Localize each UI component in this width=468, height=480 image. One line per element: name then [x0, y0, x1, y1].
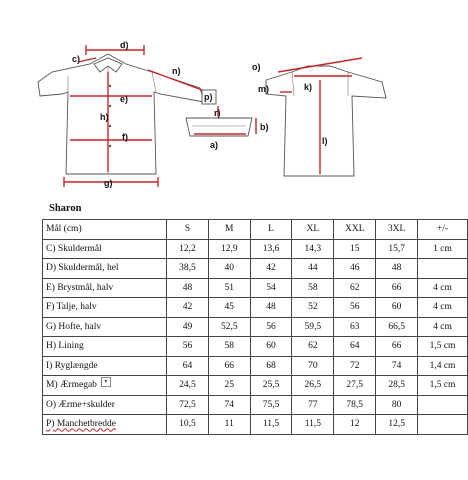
shirt-diagram-svg [30, 36, 450, 196]
column-header: 3XL [376, 220, 418, 240]
table-row [43, 298, 468, 318]
table-row [43, 278, 468, 298]
tolerance-cell: 1,5 cm [418, 376, 468, 396]
value-cell: 11,5 [250, 415, 292, 435]
value-cell: 24,5 [167, 376, 209, 396]
value-cell: 64 [334, 337, 376, 357]
value-cell: 62 [292, 337, 334, 357]
value-cell: 62 [334, 278, 376, 298]
label-r: r) [214, 108, 221, 118]
value-cell: 25,5 [250, 376, 292, 396]
shirt-measurement-diagram [30, 36, 450, 196]
value-cell: 75,5 [250, 395, 292, 415]
tolerance-cell [418, 259, 468, 279]
measure-name: D) Skuldermål, hel [46, 263, 119, 274]
measure-name-cell [43, 259, 167, 279]
value-cell: 45 [208, 298, 250, 318]
measure-name: M) Ærmegab [46, 380, 97, 391]
measure-name-cell [43, 395, 167, 415]
tolerance-cell: 1,4 cm [418, 356, 468, 376]
tolerance-cell: 4 cm [418, 278, 468, 298]
value-cell: 25 [208, 376, 250, 396]
value-cell: 46 [334, 259, 376, 279]
value-cell: 12 [334, 415, 376, 435]
measure-name-cell [43, 376, 167, 396]
label-c: c) [72, 54, 81, 64]
value-cell: 72 [334, 356, 376, 376]
column-header: XXL [334, 220, 376, 240]
table-row [43, 415, 468, 435]
table-row [43, 395, 468, 415]
value-cell: 64 [167, 356, 209, 376]
value-cell: 44 [292, 259, 334, 279]
label-e: e) [120, 94, 129, 104]
tolerance-cell [418, 395, 468, 415]
value-cell: 48 [167, 278, 209, 298]
value-cell: 27,5 [334, 376, 376, 396]
column-header: Mål (cm) [43, 220, 167, 240]
value-cell: 26,5 [292, 376, 334, 396]
value-cell: 72,5 [167, 395, 209, 415]
table-row [43, 259, 468, 279]
table-row [43, 239, 468, 259]
value-cell: 15 [334, 239, 376, 259]
value-cell: 56 [334, 298, 376, 318]
value-cell: 12,2 [167, 239, 209, 259]
value-cell: 78,5 [334, 395, 376, 415]
measure-name: H) Lining [46, 341, 84, 352]
label-l: l) [322, 136, 328, 146]
label-d: d) [120, 40, 129, 50]
product-title: Sharon [49, 203, 82, 214]
column-header: M [208, 220, 250, 240]
value-cell: 80 [376, 395, 418, 415]
value-cell: 77 [292, 395, 334, 415]
label-k: k) [304, 82, 313, 92]
measure-name-cell [43, 239, 167, 259]
column-header: S [167, 220, 209, 240]
label-a: a) [210, 140, 219, 150]
value-cell: 52 [292, 298, 334, 318]
table-header-row [43, 220, 468, 240]
table-row [43, 337, 468, 357]
chevron-down-icon[interactable]: ▾ [101, 377, 111, 387]
value-cell: 14,3 [292, 239, 334, 259]
value-cell: 58 [292, 278, 334, 298]
measure-name: E) Brystmål, halv [46, 282, 114, 293]
back-shirt-drawing [266, 66, 386, 176]
value-cell: 74 [208, 395, 250, 415]
measure-name: G) Hofte, halv [46, 321, 102, 332]
value-cell: 42 [167, 298, 209, 318]
measure-name: P) Manchetbredde [46, 419, 116, 430]
value-cell: 70 [292, 356, 334, 376]
value-cell: 59,5 [292, 317, 334, 337]
measure-name: O) Ærme+skulder [46, 399, 115, 410]
column-header: +/- [418, 220, 468, 240]
label-p: p) [204, 92, 213, 102]
value-cell: 54 [250, 278, 292, 298]
measure-name-cell [43, 278, 167, 298]
value-cell: 38,5 [167, 259, 209, 279]
value-cell: 28,5 [376, 376, 418, 396]
value-cell: 48 [250, 298, 292, 318]
label-b: b) [260, 122, 269, 132]
value-cell: 15,7 [376, 239, 418, 259]
column-header: XL [292, 220, 334, 240]
value-cell: 66 [376, 337, 418, 357]
label-h: h) [100, 112, 109, 122]
value-cell: 13,6 [250, 239, 292, 259]
table-row [43, 317, 468, 337]
value-cell: 51 [208, 278, 250, 298]
value-cell: 48 [376, 259, 418, 279]
value-cell: 12,5 [376, 415, 418, 435]
table-row [43, 376, 468, 396]
value-cell: 74 [376, 356, 418, 376]
value-cell: 60 [376, 298, 418, 318]
measure-name-cell [43, 415, 167, 435]
tolerance-cell: 1,5 cm [418, 337, 468, 357]
measure-name: F) Talje, halv [46, 302, 97, 313]
label-o: o) [252, 62, 261, 72]
measure-name-cell [43, 298, 167, 318]
measure-name: I) Ryglængde [46, 360, 98, 371]
measure-name: C) Skuldermål [46, 243, 102, 254]
value-cell: 12,9 [208, 239, 250, 259]
value-cell: 66 [208, 356, 250, 376]
table-body [43, 239, 468, 434]
label-n: n) [172, 66, 181, 76]
label-g: g) [104, 178, 113, 188]
tolerance-cell: 4 cm [418, 298, 468, 318]
value-cell: 42 [250, 259, 292, 279]
tolerance-cell: 1 cm [418, 239, 468, 259]
tolerance-cell: 4 cm [418, 317, 468, 337]
size-table [42, 219, 468, 435]
label-f: f) [122, 132, 128, 142]
value-cell: 66 [376, 278, 418, 298]
value-cell: 56 [250, 317, 292, 337]
value-cell: 11,5 [292, 415, 334, 435]
label-m: m) [258, 84, 269, 94]
value-cell: 52,5 [208, 317, 250, 337]
value-cell: 11 [208, 415, 250, 435]
value-cell: 58 [208, 337, 250, 357]
value-cell: 63 [334, 317, 376, 337]
measure-name-cell [43, 356, 167, 376]
value-cell: 49 [167, 317, 209, 337]
value-cell: 68 [250, 356, 292, 376]
column-header: L [250, 220, 292, 240]
value-cell: 10,5 [167, 415, 209, 435]
measure-name-cell [43, 317, 167, 337]
value-cell: 60 [250, 337, 292, 357]
table-row [43, 356, 468, 376]
value-cell: 66,5 [376, 317, 418, 337]
tolerance-cell [418, 415, 468, 435]
measure-name-cell [43, 337, 167, 357]
value-cell: 56 [167, 337, 209, 357]
value-cell: 40 [208, 259, 250, 279]
